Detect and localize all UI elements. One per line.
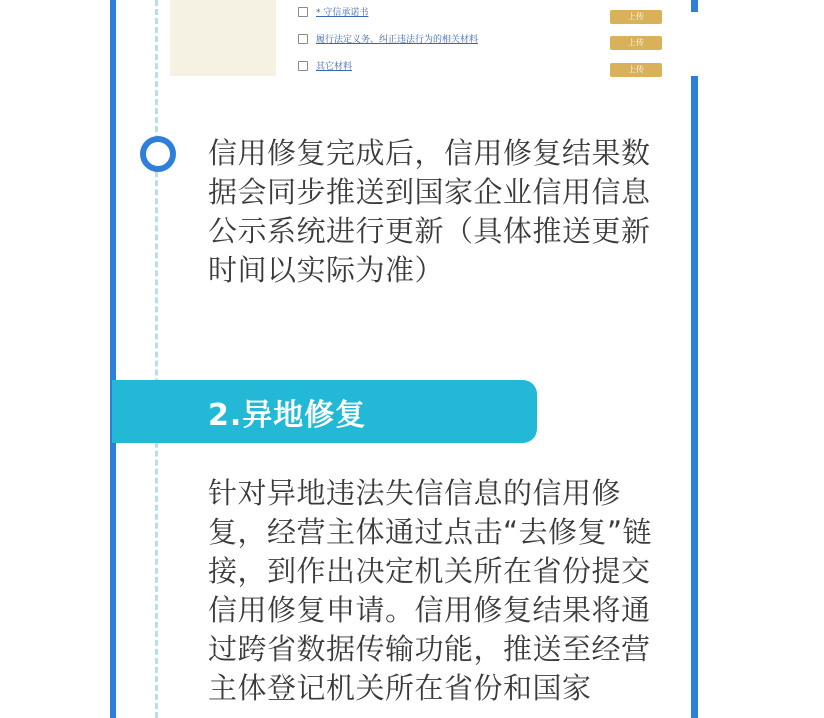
checkbox[interactable] — [298, 34, 308, 44]
form-row-other — [298, 57, 678, 75]
checkbox[interactable] — [298, 61, 308, 71]
upload-button[interactable]: 上传 — [610, 63, 662, 77]
section-2-banner — [112, 380, 537, 443]
form-row-materials — [298, 30, 678, 48]
form-left-panel — [170, 0, 276, 76]
upload-button[interactable]: 上传 — [610, 10, 662, 24]
section-2-title: 2.异地修复 — [208, 398, 367, 433]
form-row-label[interactable]: 履行法定义务、纠正违法行为的相关材料 — [316, 35, 479, 45]
timeline-dashed-line — [155, 0, 158, 718]
section-1-paragraph: 信用修复完成后，信用修复结果数据会同步推送到国家企业信用信息公示系统进行更新（具体推送更新时间以实际为准） — [208, 136, 651, 287]
timeline-node-icon — [140, 136, 176, 172]
upload-button[interactable]: 上传 — [610, 36, 662, 50]
left-border-line — [110, 0, 116, 718]
right-border-line — [691, 76, 698, 718]
form-row-label[interactable]: * 守信承诺书 — [316, 8, 369, 18]
form-row-commitment — [298, 3, 678, 21]
right-border-line-top — [691, 0, 698, 12]
checkbox[interactable] — [298, 7, 308, 17]
section-2-paragraph: 针对异地违法失信信息的信用修复，经营主体通过点击“去修复”链接，到作出决定机关所在省份提交信用修复申请。信用修复结果将通过跨省数据传输功能，推送至经营主体登记机关所在省份和国家 — [208, 476, 653, 705]
form-row-label[interactable]: 其它材料 — [316, 62, 353, 72]
form-screenshot-preview — [170, 0, 690, 76]
